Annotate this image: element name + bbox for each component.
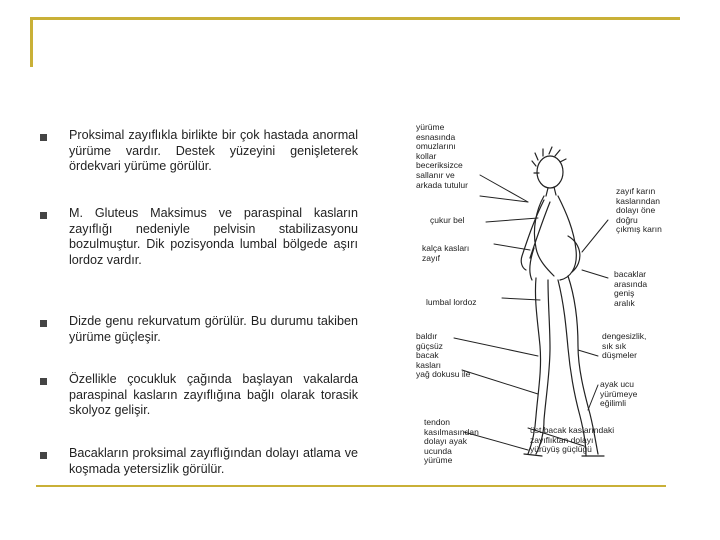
frame-line-vertical <box>30 17 33 67</box>
bullet-square-icon <box>40 378 47 385</box>
bullet-square-icon <box>40 134 47 141</box>
list-item <box>40 128 358 175</box>
label-tendon: tendon kasılmasından dolayı ayak ucunda yürüme <box>424 417 479 466</box>
list-item <box>40 314 358 345</box>
bullet-text: M. Gluteus Maksimus ve paraspinal kasların zayıflığı nedeniyle pelvisin stabilizasyonu bozulmuştur. Dik pozisyonda lumbal bölgede aşırı lordoz vardır. <box>69 206 358 267</box>
list-item <box>40 446 358 477</box>
label-lordosis-back: çukur bel <box>430 215 465 225</box>
label-toe-walking: ayak ucu yürümeye eğilimli <box>600 379 638 409</box>
bullet-square-icon <box>40 452 47 459</box>
bullet-square-icon <box>40 320 47 327</box>
label-wide-stance: bacaklar arasında geniş aralık <box>614 269 648 308</box>
bullet-square-icon <box>40 212 47 219</box>
label-balance: dengesizlik, sık sık düşmeler <box>602 331 647 361</box>
label-lumbar: lumbal lordoz <box>426 297 477 307</box>
bullet-text: Dizde genu rekurvatum görülür. Bu durumu takiben yürüme güçleşir. <box>69 314 358 344</box>
child-posture-figure <box>398 120 680 475</box>
list-item <box>40 206 358 268</box>
label-shoulders: yürüme esnasında omuzlarını kollar beceriksizce sallanır ve arkada tutulur <box>416 122 468 190</box>
frame-line-bottom <box>36 485 666 487</box>
bullet-text: Proksimal zayıflıkla birlikte bir çok hastada anormal yürüme vardır. Destek yüzeyini genişleterek ördekvari yürüme görülür. <box>69 128 358 173</box>
label-abdomen: zayıf karın kaslarından dolayı öne doğru çıkmış karın <box>616 186 662 235</box>
label-calf: baldır güçsüz bacak kasları yağ dokusu ile <box>416 331 471 380</box>
list-item <box>40 372 358 419</box>
bullet-text: Bacakların proksimal zayıflığından dolayı atlama ve koşmada yetersizlik görülür. <box>69 446 358 476</box>
bullet-text: Özellikle çocukluk çağında başlayan vakalarda paraspinal kasların zayıflığına bağlı olarak torasik skolyoz gelişir. <box>69 372 358 417</box>
label-hip-muscles: kalça kasları zayıf <box>422 243 470 263</box>
label-upper-leg: üst bacak kaslarındaki zayıflıktan dolayı yürüyüş güçlüğü <box>530 425 615 455</box>
frame-line-top <box>30 17 680 20</box>
